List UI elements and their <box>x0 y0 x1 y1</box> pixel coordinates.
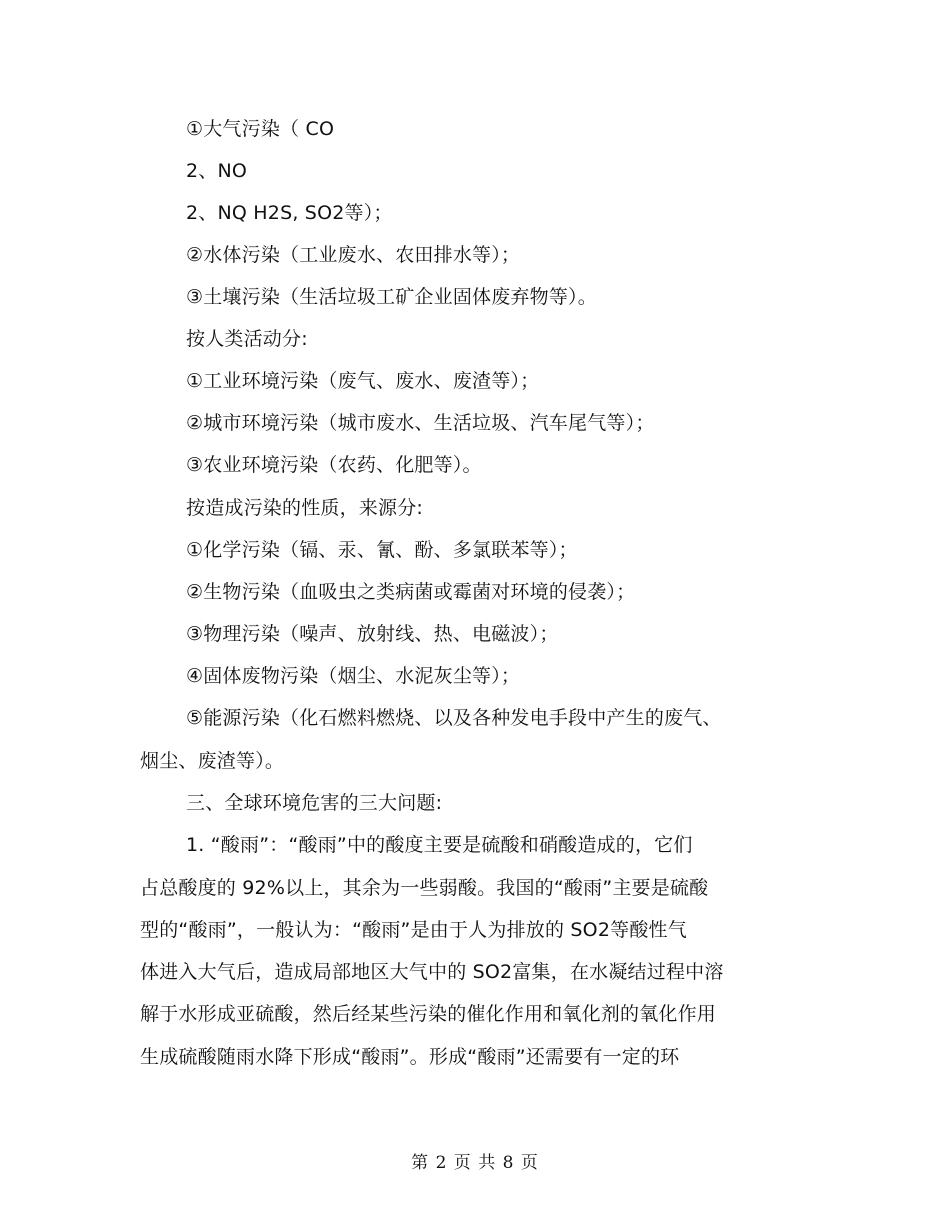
page-footer: 第 2 页 共 8 页 <box>411 1153 539 1173</box>
text-line: ②生物污染（血吸虫之类病菌或霉菌对环境的侵袭）； <box>186 581 636 603</box>
text-line: ⑤能源污染（化石燃料燃烧、以及各种发电手段中产生的废气、 <box>186 707 722 729</box>
text-line: ③农业环境污染（农药、化肥等）。 <box>186 454 482 476</box>
section-heading: 三、全球环境危害的三大问题: <box>186 792 443 814</box>
text-line: 2、NQ H2S, SO2等）； <box>186 202 393 224</box>
text-line: 烟尘、废渣等）。 <box>140 750 285 772</box>
text-line: ①化学污染（镉、汞、氰、酚、多氯联苯等）； <box>186 539 578 561</box>
paragraph-line: 占总酸度的 92%以上，其余为一些弱酸。我国的“酸雨”主要是硫酸 <box>140 877 709 899</box>
section-heading: 按造成污染的性质，来源分: <box>186 497 424 519</box>
text-line: ③物理污染（噪声、放射线、热、电磁波）； <box>186 623 559 645</box>
text-line: 2、NO <box>186 160 248 182</box>
paragraph-line: 生成硫酸随雨水降下形成“酸雨”。形成“酸雨”还需要有一定的环 <box>140 1046 680 1068</box>
text-line: ④固体废物污染（烟尘、水泥灰尘等）； <box>186 665 521 687</box>
paragraph-line: 型的“酸雨”，一般认为：“酸雨”是由于人为排放的 SO2等酸性气 <box>140 919 687 941</box>
paragraph-line: 体进入大气后，造成局部地区大气中的 SO2富集，在水凝结过程中溶 <box>140 961 724 983</box>
text-line: ②水体污染（工业废水、农田排水等）； <box>186 244 521 266</box>
text-line: ③土壤污染（生活垃圾工矿企业固体废弃物等）。 <box>186 286 597 308</box>
text-line: ①工业环境污染（废气、废水、废渣等）； <box>186 370 540 392</box>
text-line: ①大气污染（ CO <box>186 118 335 140</box>
section-heading: 按人类活动分: <box>186 328 308 350</box>
paragraph-line: 1. “酸雨”：“酸雨”中的酸度主要是硫酸和硝酸造成的，它们 <box>186 834 693 856</box>
text-line: ②城市环境污染（城市废水、生活垃圾、汽车尾气等）； <box>186 412 655 434</box>
paragraph-line: 解于水形成亚硫酸，然后经某些污染的催化作用和氧化剂的氧化作用 <box>140 1003 717 1025</box>
